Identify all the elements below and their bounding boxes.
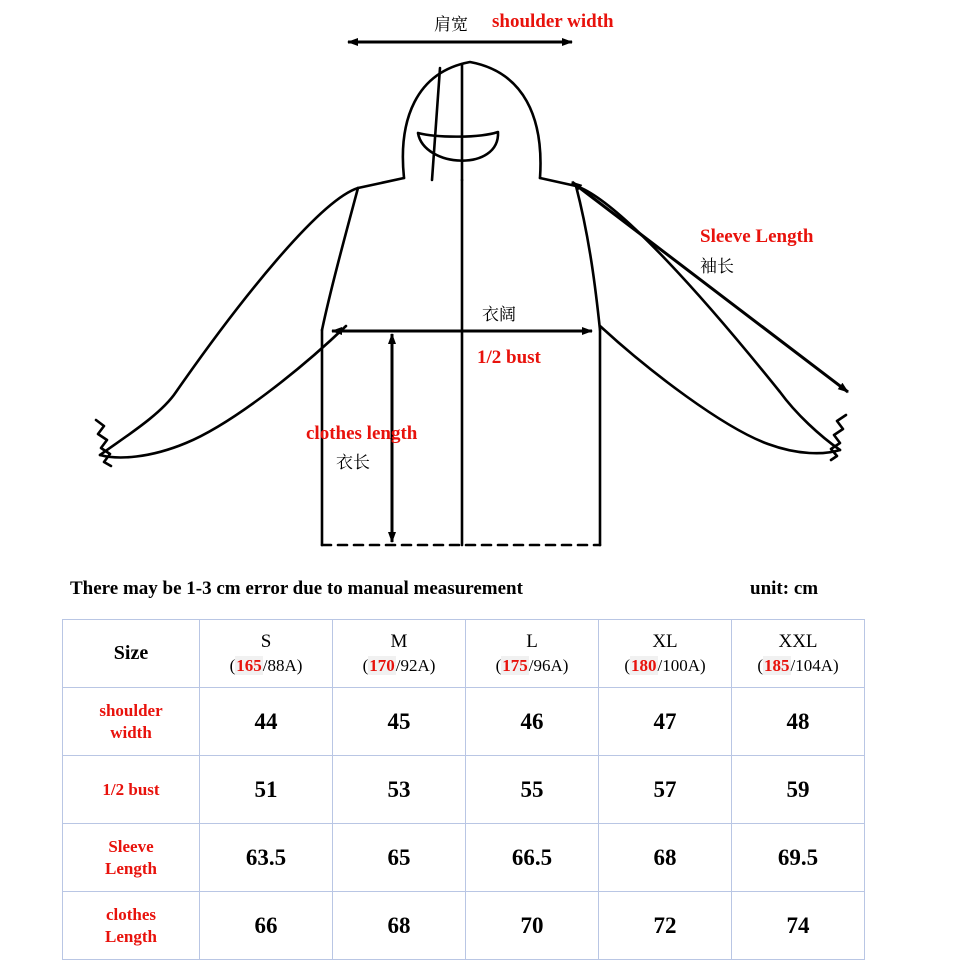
- size-letter: M: [390, 631, 408, 653]
- row-label-cell: [63, 756, 200, 824]
- table-row-sleeve-length: [63, 824, 865, 892]
- table-cell: 66: [200, 892, 333, 960]
- table-row-shoulder-width: [63, 688, 865, 756]
- size-table: [62, 619, 865, 960]
- label-shoulder-width-en: shoulder width: [492, 11, 614, 32]
- table-cell: 68: [333, 892, 466, 960]
- table-cell: 66.5: [466, 824, 599, 892]
- size-spec: (165/88A): [229, 656, 303, 676]
- table-row-half-bust: [63, 756, 865, 824]
- table-cell: 45: [333, 688, 466, 756]
- size-letter: XXL: [778, 631, 818, 653]
- label-half-bust-en: 1/2 bust: [477, 347, 541, 368]
- row-label: shoulder width: [99, 701, 163, 742]
- table-corner-cell: [63, 620, 200, 688]
- size-header-label: Size: [113, 642, 149, 664]
- table-cell: 57: [599, 756, 732, 824]
- table-cell: 74: [732, 892, 865, 960]
- label-sleeve-length-en: Sleeve Length: [700, 226, 814, 247]
- label-half-bust-cn: 衣阔: [482, 305, 516, 324]
- table-cell: 47: [599, 688, 732, 756]
- table-cell: 63.5: [200, 824, 333, 892]
- table-cell: 65: [333, 824, 466, 892]
- unit-note: unit: cm: [750, 578, 819, 599]
- table-header-s: [200, 620, 333, 688]
- table-header-l: [466, 620, 599, 688]
- size-letter: S: [260, 631, 272, 653]
- row-label-cell: [63, 688, 200, 756]
- row-label-cell: [63, 824, 200, 892]
- table-cell: 68: [599, 824, 732, 892]
- row-label-cell: [63, 892, 200, 960]
- table-cell: 44: [200, 688, 333, 756]
- size-spec: (175/96A): [495, 656, 569, 676]
- table-cell: 55: [466, 756, 599, 824]
- table-header-m: [333, 620, 466, 688]
- table-cell: 46: [466, 688, 599, 756]
- table-cell: 69.5: [732, 824, 865, 892]
- table-header-row: [63, 620, 865, 688]
- label-clothes-length-cn: 衣长: [336, 453, 370, 472]
- table-cell: 53: [333, 756, 466, 824]
- row-label: Sleeve Length: [105, 837, 157, 878]
- sleeve-length-arrow: [572, 182, 848, 392]
- size-spec: (180/100A): [624, 656, 706, 676]
- table-cell: 51: [200, 756, 333, 824]
- size-spec: (170/92A): [362, 656, 436, 676]
- row-label: 1/2 bust: [102, 779, 160, 799]
- size-spec: (185/104A): [757, 656, 839, 676]
- table-cell: 48: [732, 688, 865, 756]
- notes-row: [0, 578, 960, 612]
- row-label: clothes Length: [105, 905, 157, 946]
- measurement-error-note: There may be 1-3 cm error due to manual measurement: [70, 578, 523, 599]
- size-letter: L: [526, 631, 538, 653]
- size-letter: XL: [652, 631, 678, 653]
- table-row-clothes-length: [63, 892, 865, 960]
- table-cell: 72: [599, 892, 732, 960]
- label-sleeve-length-cn: 袖长: [700, 257, 734, 276]
- label-shoulder-width-cn: 肩宽: [434, 15, 468, 34]
- table-cell: 59: [732, 756, 865, 824]
- table-header-xxl: [732, 620, 865, 688]
- label-clothes-length-en: clothes length: [306, 423, 418, 444]
- table-header-xl: [599, 620, 732, 688]
- table-cell: 70: [466, 892, 599, 960]
